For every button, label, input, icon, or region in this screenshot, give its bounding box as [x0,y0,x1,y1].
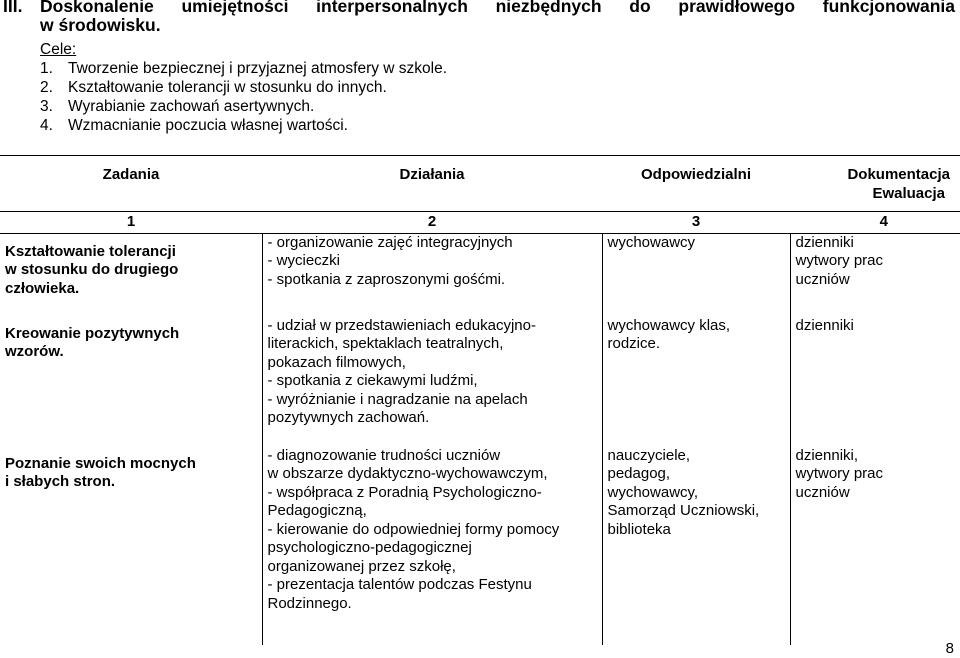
action-line: literackich, spektaklach teatralnych, [267,335,504,352]
task-cell [0,233,262,317]
table-row [0,233,960,317]
action-line: - organizowanie zajęć integracyjnych [267,233,513,251]
docs-cell [790,317,960,447]
responsible-line: biblioteka [607,520,671,538]
actions-cell [262,233,602,317]
section-title-line-1: Doskonalenie umiejętności interpersonalnych niezbędnych do prawidłowego funkcjonowania [40,0,955,16]
table-header-row [0,156,960,212]
action-line: organizowanej przez szkołę, [267,557,456,575]
docs-line: dzienniki, [795,446,859,464]
action-line: - wycieczki [267,252,341,269]
docs-cell [790,447,960,645]
table-row [0,317,960,447]
action-line: Pedagogiczną, [267,502,367,519]
action-line: w obszarze dydaktyczno-wychowawczym, [267,465,548,482]
goals-heading: Cele: [40,41,77,58]
responsible-line: wychowawcy klas, [607,316,731,334]
action-line: Rodzinnego. [267,594,352,612]
docs-line: uczniów [795,270,850,288]
goal-number: 4. [40,117,53,134]
col-number: 4 [790,212,960,234]
responsible-line: wychowawcy, [607,483,699,501]
responsible-line: rodzice. [607,335,661,352]
task-line: człowieka. [5,279,80,297]
action-line: - współpraca z Poradnią Psychologiczno- [267,483,542,501]
header-evaluation: Ewaluacja [872,184,945,202]
docs-line: uczniów [795,483,850,501]
goals-section [40,40,447,135]
header-responsible: Odpowiedzialni [602,156,790,212]
task-cell [0,317,262,447]
action-line: - diagnozowanie trudności uczniów [267,446,501,464]
section-title-line-2: w środowisku. [40,15,161,35]
task-line: Kształtowanie tolerancji [5,242,176,260]
table-number-row [0,212,960,234]
goal-number: 2. [40,79,53,96]
task-line: i słabych stron. [5,473,116,490]
actions-cell [262,317,602,447]
action-line: - kierowanie do odpowiedniej formy pomocy [267,520,560,538]
header-docs [790,156,960,212]
responsible-line: wychowawcy [607,233,696,251]
actions-cell [262,447,602,645]
action-line: pozytywnych zachowań. [267,409,430,426]
task-cell [0,447,262,645]
action-line: pokazach filmowych, [267,353,406,371]
col-number: 2 [262,212,602,234]
docs-line: wytwory prac [795,465,884,482]
col-number: 3 [602,212,790,234]
goal-number: 3. [40,98,53,115]
action-line: - wyróżnianie i nagradzanie na apelach [267,390,528,408]
plan-table [0,155,960,645]
goal-text: Tworzenie bezpiecznej i przyjaznej atmosfery w szkole. [68,60,448,77]
docs-line: dzienniki [795,316,854,334]
responsible-line: Samorząd Uczniowski, [607,502,760,519]
goals-list [40,59,447,135]
action-line: - prezentacja talentów podczas Festynu [267,576,532,593]
goal-item [40,59,447,78]
task-line: wzorów. [5,343,64,360]
goal-item [40,97,447,116]
task-line: Kreowanie pozytywnych [5,324,180,342]
action-line: psychologiczno-pedagogicznej [267,539,472,556]
docs-cell [790,233,960,317]
header-tasks: Zadania [0,156,262,212]
task-line: w stosunku do drugiego [5,261,179,278]
goal-item [40,116,447,135]
task-line: Poznanie swoich mocnych [5,454,196,472]
page-number: 8 [945,640,954,657]
responsible-cell [602,317,790,447]
goal-text: Kształtowanie tolerancji w stosunku do innych. [68,79,387,96]
header-documentation: Dokumentacja [847,166,950,183]
goal-text: Wzmacnianie poczucia własnej wartości. [68,117,348,134]
action-line: - spotkania z ciekawymi ludźmi, [267,372,478,389]
docs-line: wytwory prac [795,252,884,269]
section-number: III. [3,0,23,16]
responsible-line: nauczyciele, [607,446,691,464]
responsible-cell [602,233,790,317]
docs-line: dzienniki [795,233,854,251]
action-line: - spotkania z zaproszonymi gośćmi. [267,270,506,288]
table-row [0,447,960,645]
goal-number: 1. [40,60,53,77]
col-number: 1 [0,212,262,234]
responsible-line: pedagog, [607,465,671,482]
goal-text: Wyrabianie zachowań asertywnych. [68,98,315,115]
action-line: - udział w przedstawieniach edukacyjno- [267,316,536,334]
goal-item [40,78,447,97]
responsible-cell [602,447,790,645]
header-actions: Działania [262,156,602,212]
